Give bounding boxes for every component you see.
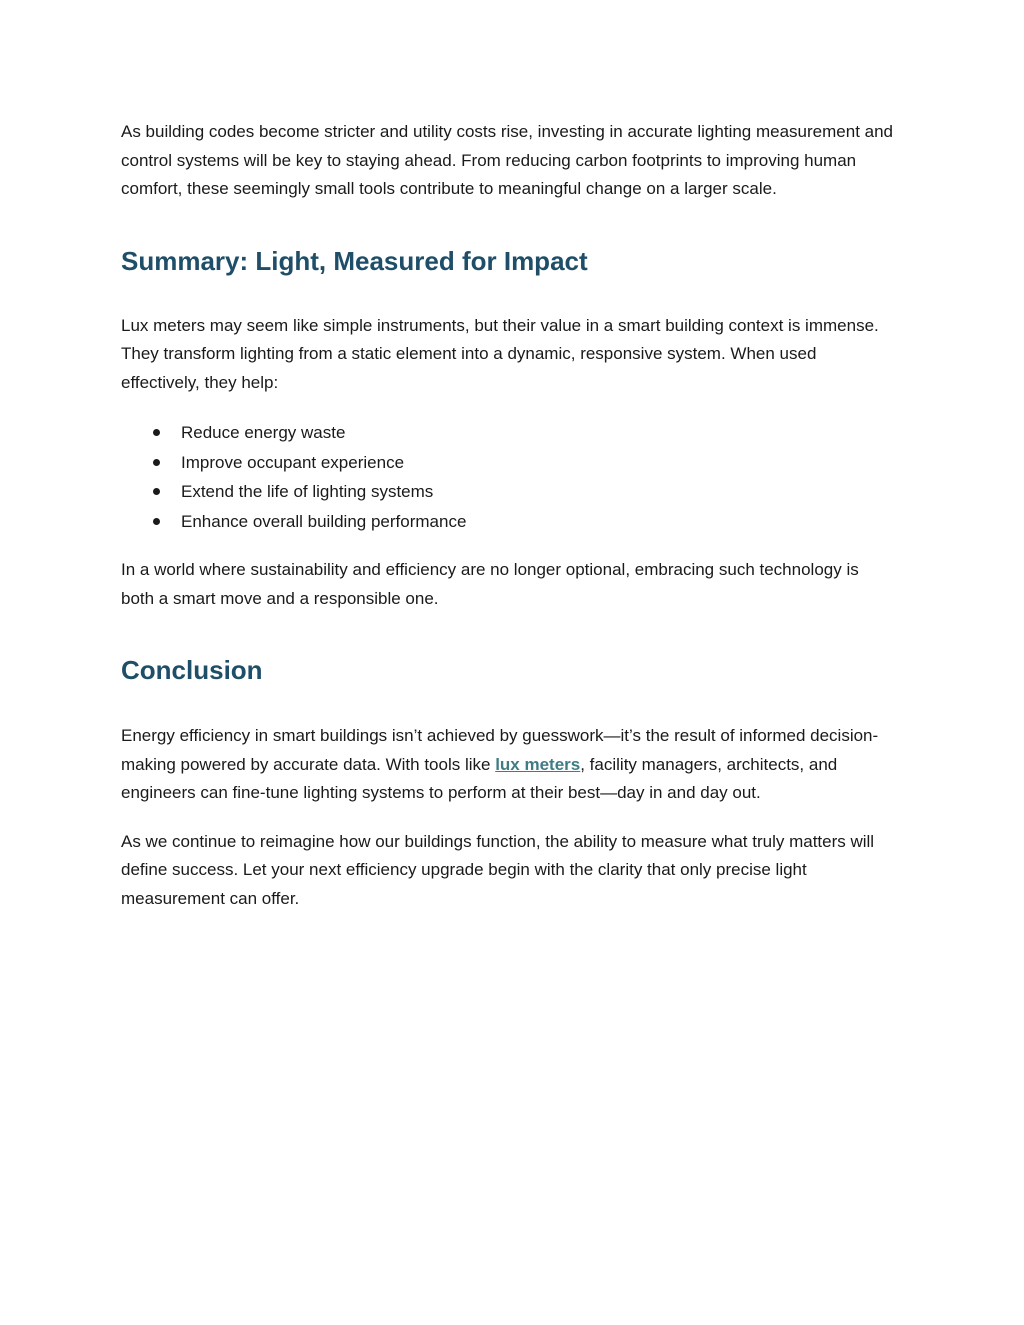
conclusion-text-before-link: Energy efficiency in smart buildings isn’t achieved by guesswork—it’s the result of informed decision-making powered by accurate data. With tools like (121, 726, 879, 774)
conclusion-paragraph-2: As we continue to reimagine how our buildings function, the ability to measure what truly matters will define success. Let your next efficiency upgrade begin with the clarity that only precise light measurement can offer. (121, 831, 875, 908)
conclusion-text-after-link: , facility managers, architects, and engineers can fine-tune lighting systems to perform at their best—day in and day out. (121, 754, 838, 803)
list-item (121, 448, 896, 478)
conclusion-paragraph-1 (121, 722, 896, 808)
list-item-text: Enhance overall building performance (181, 511, 467, 531)
lux-meters-link[interactable]: lux meters (495, 754, 581, 774)
bullet-icon (153, 429, 160, 436)
list-item-text: Improve occupant experience (181, 452, 405, 472)
list-item-text: Extend the life of lighting systems (181, 482, 434, 502)
conclusion-heading: Conclusion (121, 655, 263, 686)
benefits-list (121, 418, 896, 536)
summary-closing-paragraph: In a world where sustainability and efficiency are no longer optional, embracing such technology is both a smart move and a responsible one. (121, 560, 859, 608)
summary-heading: Summary: Light, Measured for Impact (121, 245, 588, 276)
bullet-icon (153, 488, 160, 495)
list-item (121, 507, 896, 537)
list-item (121, 477, 896, 507)
summary-paragraph: Lux meters may seem like simple instruments, but their value in a smart building context is immense. They transform lighting from a static element into a dynamic, responsive system. When used effectively, they help: (121, 315, 879, 392)
bullet-icon (153, 518, 160, 525)
bullet-icon (153, 459, 160, 466)
document-page (121, 118, 896, 913)
intro-paragraph: As building codes become stricter and utility costs rise, investing in accurate lighting measurement and control systems will be key to staying ahead. From reducing carbon footprints to improving human comfort, these seemingly small tools contribute to meaningful change on a larger scale. (121, 122, 893, 198)
list-item-text: Reduce energy waste (181, 423, 346, 442)
list-item (121, 418, 896, 448)
